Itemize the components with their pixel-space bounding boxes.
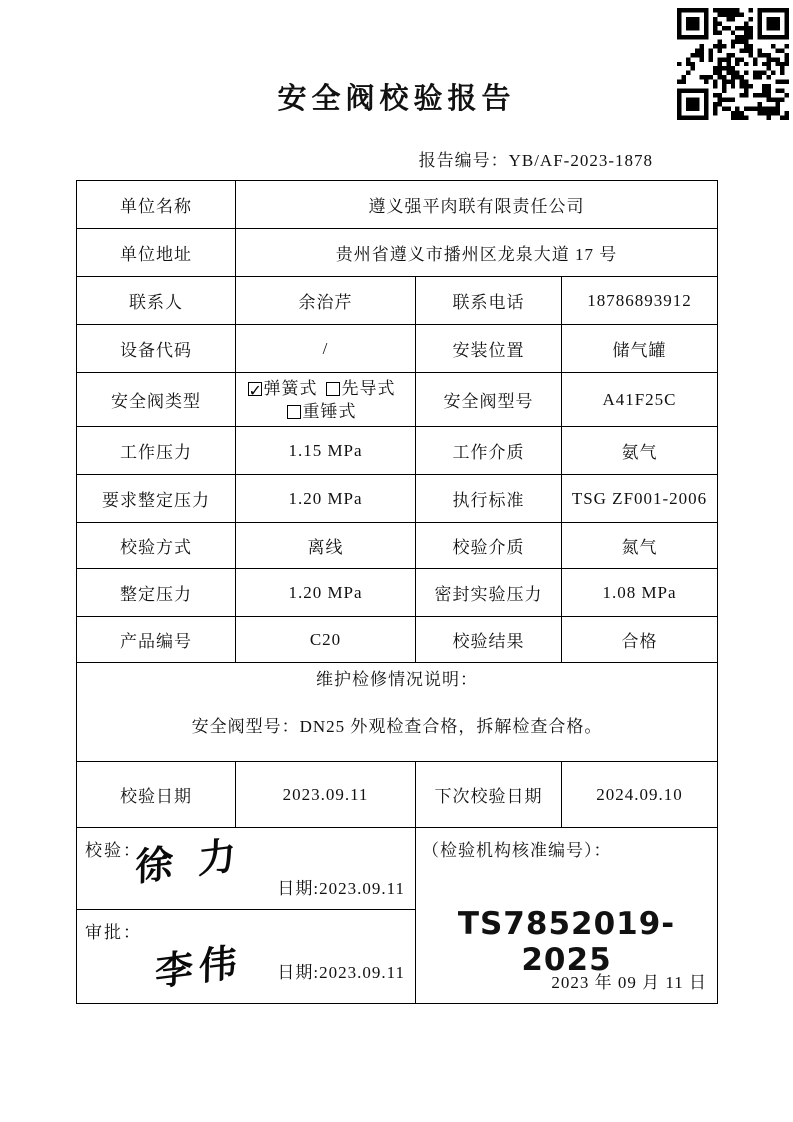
product-no-value: C20 — [236, 617, 416, 663]
calibration-date-value: 2023.09.11 — [236, 762, 416, 828]
approver-date-label: 日期: — [277, 963, 320, 982]
contact-person-value: 余治芹 — [236, 277, 416, 325]
next-calibration-date-value: 2024.09.10 — [562, 762, 718, 828]
working-pressure-value: 1.15 MPa — [236, 427, 416, 475]
contact-phone-value: 18786893912 — [562, 277, 718, 325]
calibration-medium-label: 校验介质 — [416, 523, 562, 569]
page-title: 安全阀校验报告 — [277, 83, 516, 115]
product-no-label: 产品编号 — [77, 617, 236, 663]
unit-address-value: 贵州省遵义市播州区龙泉大道 17 号 — [236, 229, 718, 277]
weight-checkbox-icon — [287, 405, 301, 419]
option-pilot — [326, 379, 396, 398]
approver-signature: 李伟 — [154, 939, 244, 995]
maintenance-note-text: 安全阀型号：DN25 外观检查合格，拆解检查合格。 — [191, 717, 603, 736]
report-number-label: 报告编号： — [418, 151, 509, 170]
approver-sign-cell — [77, 910, 416, 1004]
row-product-no — [77, 617, 718, 663]
report-number-value: YB/AF-2023-1878 — [508, 151, 653, 170]
result-value: 合格 — [562, 617, 718, 663]
calibration-method-label: 校验方式 — [77, 523, 236, 569]
row-maintenance-note — [77, 663, 718, 762]
set-pressure-label: 整定压力 — [77, 569, 236, 617]
valve-model-value: A41F25C — [562, 373, 718, 427]
device-code-label: 设备代码 — [77, 325, 236, 373]
seal-test-pressure-value: 1.08 MPa — [562, 569, 718, 617]
spring-checkbox-icon — [248, 382, 262, 396]
install-position-value: 储气罐 — [562, 325, 718, 373]
standard-label: 执行标准 — [416, 475, 562, 523]
result-label: 校验结果 — [416, 617, 562, 663]
calibrator-date-value: 2023.09.11 — [319, 879, 405, 898]
row-calibration-method — [77, 523, 718, 569]
row-valve-type — [77, 373, 718, 427]
maintenance-note-title: 维护检修情况说明： — [316, 670, 478, 689]
calibrator-sign-cell — [77, 828, 416, 910]
standard-value: TSG ZF001-2006 — [562, 475, 718, 523]
agency-date: 2023 年 09 月 11 日 — [551, 973, 707, 992]
calibrator-date — [277, 874, 405, 899]
unit-name-value: 遵义强平肉联有限责任公司 — [236, 181, 718, 229]
working-medium-label: 工作介质 — [416, 427, 562, 475]
agency-label: （检验机构核准编号）： — [422, 841, 612, 860]
row-contact — [77, 277, 718, 325]
contact-phone-label: 联系电话 — [416, 277, 562, 325]
unit-name-label: 单位名称 — [77, 181, 236, 229]
calibration-method-value: 离线 — [236, 523, 416, 569]
device-code-value: / — [236, 325, 416, 373]
option-weight-label: 重锤式 — [302, 401, 357, 421]
unit-address-label: 单位地址 — [77, 229, 236, 277]
calibrator-signature: 徐 力 — [134, 832, 243, 890]
approver-date-value: 2023.09.11 — [319, 963, 405, 982]
maintenance-note-cell — [77, 663, 718, 762]
report-table — [76, 180, 718, 1004]
option-pilot-label: 先导式 — [341, 378, 396, 398]
row-working-pressure — [77, 427, 718, 475]
row-set-pressure — [77, 569, 718, 617]
working-pressure-label: 工作压力 — [77, 427, 236, 475]
approver-label: 审批： — [85, 923, 142, 942]
option-spring — [248, 379, 318, 398]
approver-date — [277, 958, 405, 983]
agency-approval-number: TS7852019-2025 — [457, 906, 676, 978]
valve-model-label: 安全阀型号 — [416, 373, 562, 427]
required-set-pressure-value: 1.20 MPa — [236, 475, 416, 523]
option-spring-label: 弹簧式 — [263, 378, 318, 398]
agency-cell — [416, 828, 718, 1004]
contact-person-label: 联系人 — [77, 277, 236, 325]
pilot-checkbox-icon — [326, 382, 340, 396]
row-calibration-date — [77, 762, 718, 828]
calibrator-date-label: 日期: — [277, 879, 320, 898]
row-unit-address — [77, 229, 718, 277]
valve-type-label: 安全阀类型 — [77, 373, 236, 427]
install-position-label: 安装位置 — [416, 325, 562, 373]
row-unit-name — [77, 181, 718, 229]
required-set-pressure-label: 要求整定压力 — [77, 475, 236, 523]
seal-test-pressure-label: 密封实验压力 — [416, 569, 562, 617]
valve-type-options — [236, 373, 416, 427]
row-calibrator-sign — [77, 828, 718, 910]
set-pressure-value: 1.20 MPa — [236, 569, 416, 617]
working-medium-value: 氨气 — [562, 427, 718, 475]
row-device — [77, 325, 718, 373]
option-weight — [287, 402, 357, 421]
calibration-date-label: 校验日期 — [77, 762, 236, 828]
row-required-set-pressure — [77, 475, 718, 523]
next-calibration-date-label: 下次校验日期 — [416, 762, 562, 828]
report-number — [419, 146, 653, 171]
calibration-medium-value: 氮气 — [562, 523, 718, 569]
calibrator-label: 校验： — [85, 841, 142, 860]
